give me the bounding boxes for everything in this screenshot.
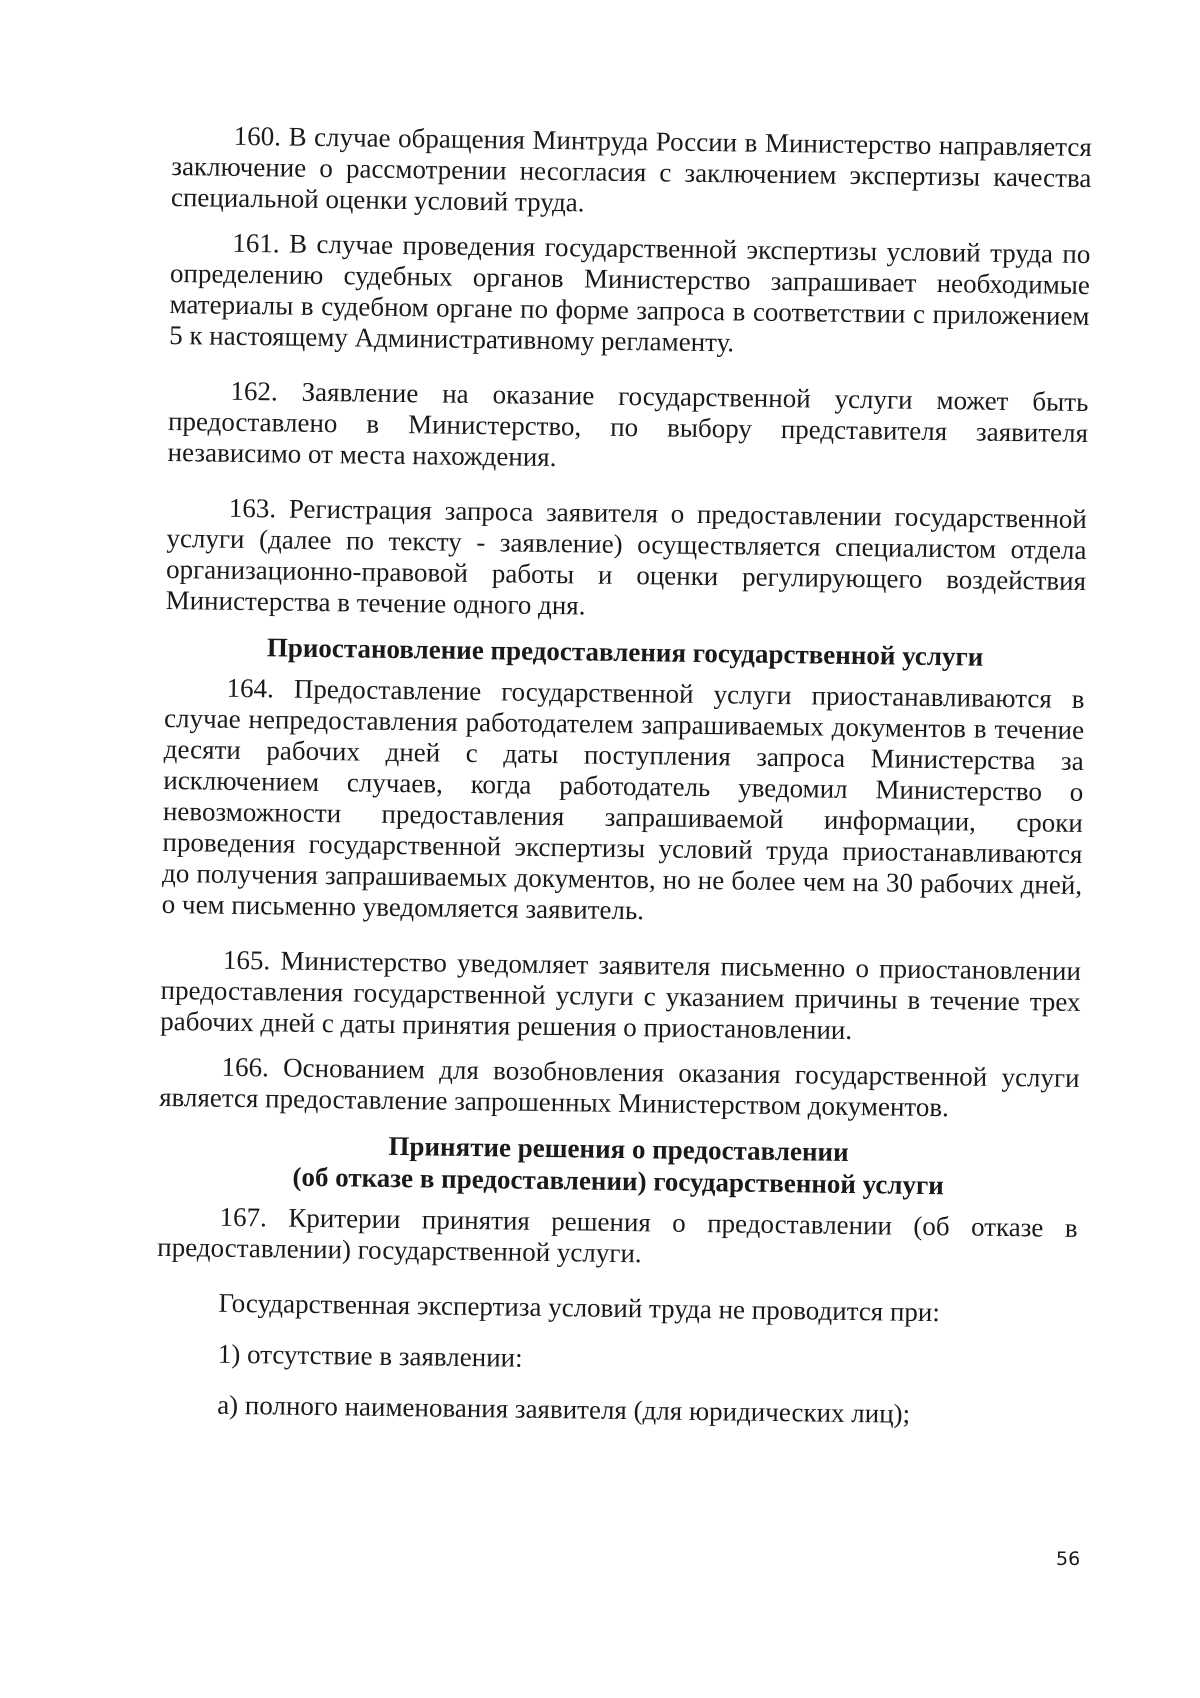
page-body <box>155 120 1092 1452</box>
paragraph-163: 163. Регистрация запроса заявителя о предоставлении государственной услуги (далее по тексту - заявление) осуществляется специалистом отдела организационно-правовой работы и оценки регулирующего воздействия Министерства в течение одного дня. <box>165 492 1088 621</box>
page-number: 56 <box>1056 1548 1081 1570</box>
paragraph-164: 164. Предоставление государственной услуги приостанавливаются в случае непредоставления работодателем запрашиваемых документов в течение десяти рабочих дней с даты поступления запроса Министерства за исключением случаев, когда работодатель уведомил Министерство о невозможности предоставления запрашиваемой информации, сроки проведения государственной экспертизы условий труда приостанавливаются до получения запрашиваемых документов, но не более чем на 30 рабочих дней, о чем письменно уведомляется заявитель. <box>161 672 1085 926</box>
paragraph-167: 167. Критерии принятия решения о предоставлении (об отказе в предоставлении) государственной услуги. <box>157 1201 1078 1269</box>
paragraph-161: 161. В случае проведения государственной экспертизы условий труда по определению судебных органов Министерство запрашивает необходимые материалы в судебном органе по форме запроса в соответствии с приложением 5 к настоящему Административному регламенту. <box>168 227 1091 358</box>
section-heading-suspension: Приостановление предоставления государственной услуги <box>266 632 984 672</box>
paragraph-166: 166. Основанием для возобновления оказания государственной услуги является предоставление запрошенных Министерством документов. <box>159 1051 1080 1123</box>
section-heading-decision-line1: Принятие решения о предоставлении <box>388 1130 849 1167</box>
list-item-a: а) полного наименования заявителя (для юридических лиц); <box>216 1389 911 1429</box>
section-heading-decision <box>158 1127 1079 1203</box>
list-item-1: 1) отсутствие в заявлении: <box>217 1338 523 1373</box>
paragraph-162: 162. Заявление на оказание государственной услуги может быть предоставлено в Министерство, по выбору представителя заявителя независимо от места нахождения. <box>167 375 1089 473</box>
paragraph-160: 160. В случае обращения Минтруда России в Министерство направляется заключение о рассмотрении несогласия с заключением экспертизы качества специальной оценки условий труда. <box>170 120 1092 218</box>
section-heading-decision-line2: (об отказе в предоставлении) государственной услуги <box>292 1161 945 1201</box>
line-not-conducted: Государственная экспертиза условий труда не проводится при: <box>218 1287 941 1328</box>
paragraph-165: 165. Министерство уведомляет заявителя письменно о приостановлении предоставления государственной услуги с указанием причины в течение трех рабочих дней с даты принятия решения о приостановлении. <box>160 944 1082 1045</box>
